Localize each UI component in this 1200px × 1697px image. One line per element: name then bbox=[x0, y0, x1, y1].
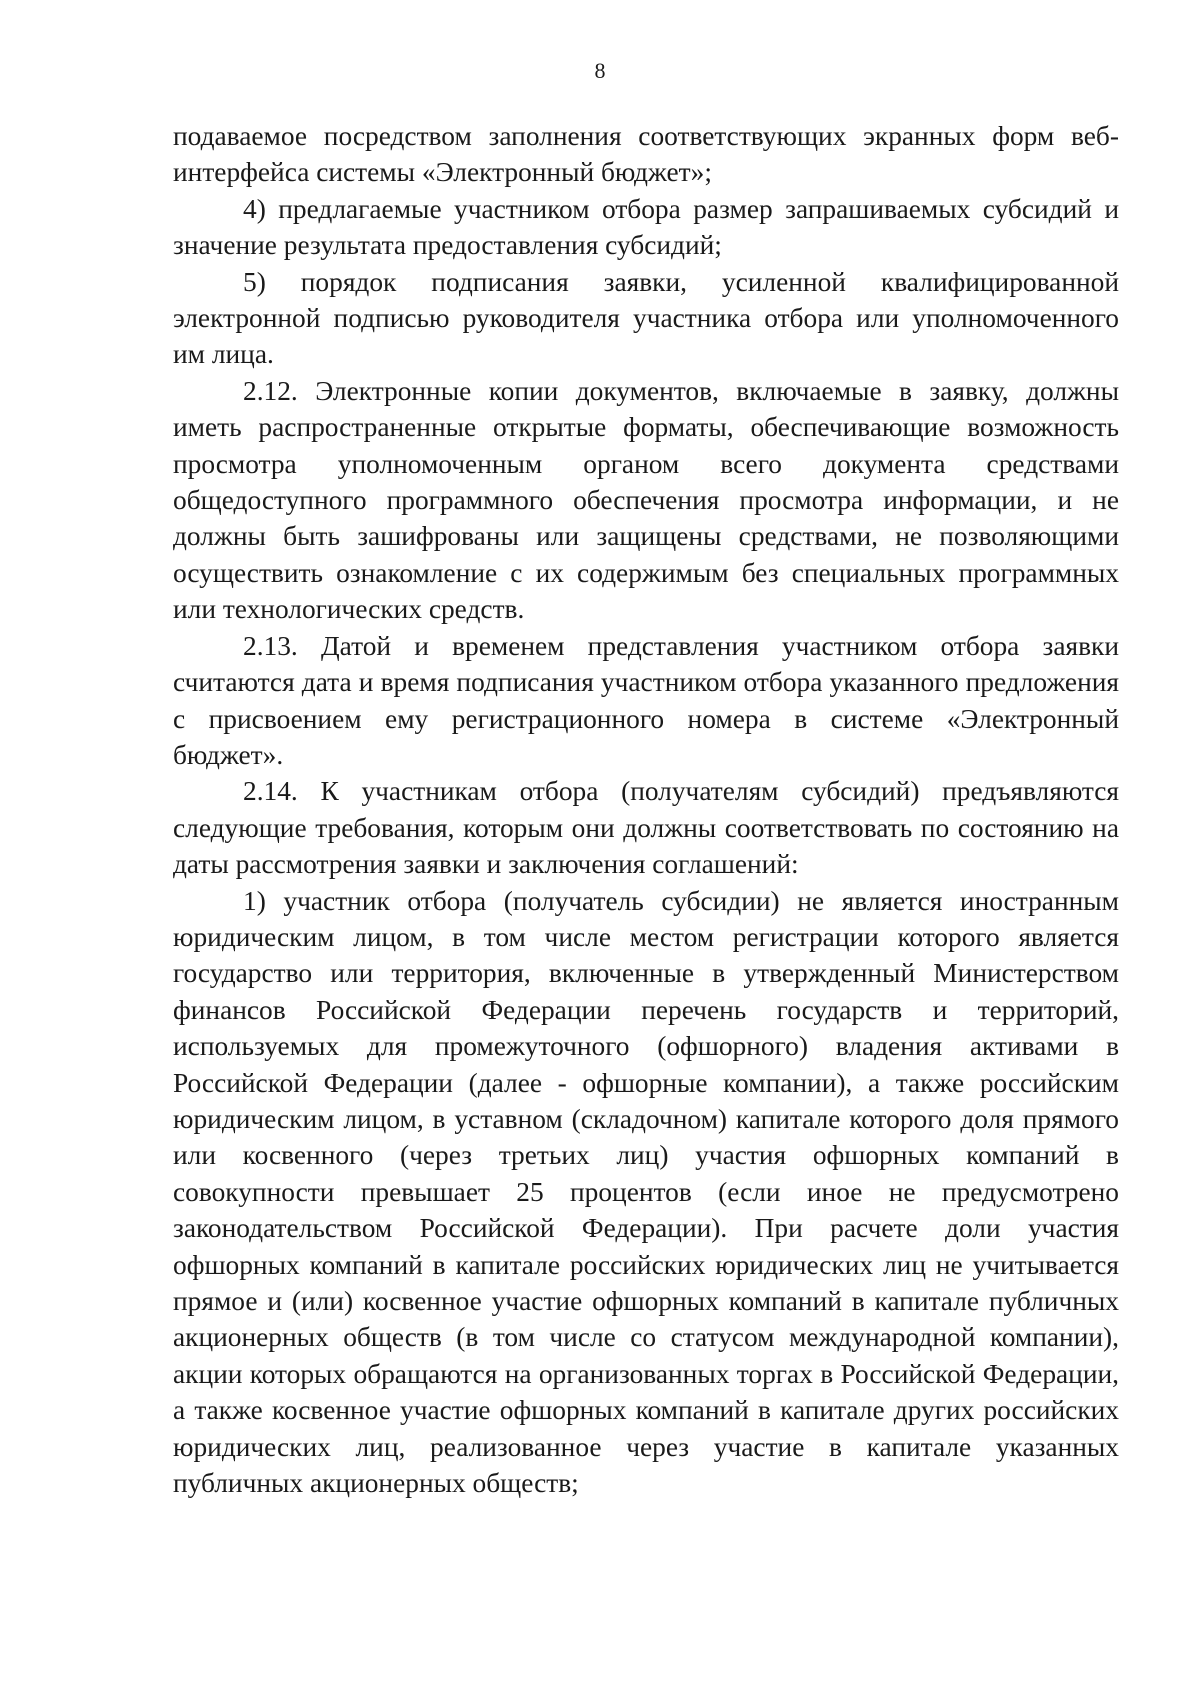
paragraph: подаваемое посредством заполнения соответствующих экранных форм веб-интерфейса системы «Электронный бюджет»; bbox=[173, 121, 1119, 188]
paragraph: 1) участник отбора (получатель субсидии) не является иностранным юридическим лицом, в том числе местом регистрации которого является государство или территория, включенные в утвержденный Министерством финансов Российской Федерации перечень государств и территорий, используемых для промежуточного (офшорного) владения активами в Российской Федерации (далее - офшорные компании), а также российским юридическим лицом, в уставном (складочном) капитале которого доля прямого или косвенного (через третьих лиц) участия офшорных компаний в совокупности превышает 25 процентов (если иное не предусмотрено законодательством Российской Федерации). При расчете доли участия офшорных компаний в капитале российских юридических лиц не учитывается прямое и (или) косвенное участие офшорных компаний в капитале публичных акционерных обществ (в том числе со статусом международной компании), акции которых обращаются на организованных торгах в Российской Федерации, а также косвенное участие офшорных компаний в капитале других российских юридических лиц, реализованное через участие в капитале указанных публичных акционерных обществ; bbox=[173, 885, 1119, 1499]
paragraph: 2.14. К участникам отбора (получателям субсидий) предъявляются следующие требования, которым они должны соответствовать по состоянию на даты рассмотрения заявки и заключения соглашений: bbox=[173, 776, 1119, 880]
paragraph: 4) предлагаемые участником отбора размер запрашиваемых субсидий и значение результата предоставления субсидий; bbox=[173, 193, 1119, 261]
paragraph: 5) порядок подписания заявки, усиленной квалифицированной электронной подписью руководителя участника отбора или уполномоченного им лица. bbox=[173, 266, 1119, 370]
document-body bbox=[173, 118, 1119, 1501]
paragraph: 2.12. Электронные копии документов, включаемые в заявку, должны иметь распространенные открытые форматы, обеспечивающие возможность просмотра уполномоченным органом всего документа средствами общедоступного программного обеспечения просмотра информации, и не должны быть зашифрованы или защищены средствами, не позволяющими осуществить ознакомление с их содержимым без специальных программных или технологических средств. bbox=[173, 375, 1119, 625]
paragraph: 2.13. Датой и временем представления участником отбора заявки считаются дата и время подписания участником отбора указанного предложения с присвоением ему регистрационного номера в системе «Электронный бюджет». bbox=[173, 630, 1119, 770]
page-number: 8 bbox=[594, 58, 606, 83]
